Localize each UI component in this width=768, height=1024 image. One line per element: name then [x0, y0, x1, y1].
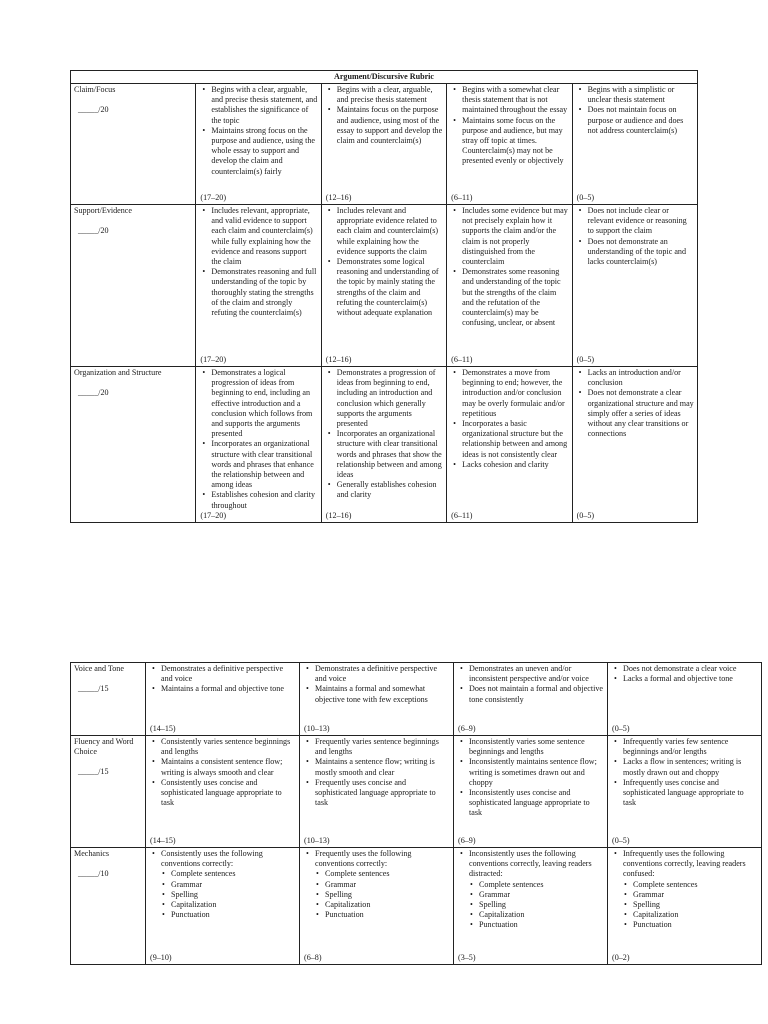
- criteria-item: [161, 778, 296, 809]
- criteria-list: [149, 849, 296, 920]
- score-range: (6–9): [458, 835, 476, 845]
- criteria-text: Does not include clear or relevant evidence or reasoning to support the claim: [587, 206, 687, 236]
- criteria-item: [161, 757, 296, 777]
- criteria-cell: [608, 848, 762, 965]
- criteria-item: [337, 429, 443, 480]
- criteria-text: Lacks cohesion and clarity: [462, 459, 549, 469]
- category-label: Support/Evidence: [74, 206, 132, 215]
- criteria-text: Begins with a clear, arguable, and precise thesis statement: [336, 85, 433, 105]
- criteria-item: [337, 368, 443, 429]
- criteria-text: Includes relevant, appropriate, and valid evidence to support each claim and counterclaim(s) while fully explaining how the evidence and reasons support the claim: [211, 206, 313, 267]
- criteria-text: Maintains a formal and somewhat objective tone with few exceptions: [315, 684, 428, 704]
- convention-item: • Grammar: [171, 880, 296, 890]
- criteria-item: [211, 85, 317, 126]
- criteria-text: Consistently varies sentence beginnings and lengths: [161, 737, 291, 757]
- criteria-item: [623, 737, 758, 757]
- criteria-text: Lacks a flow in sentences; writing is mostly drawn out and choppy: [623, 757, 742, 777]
- criteria-text: Maintains some focus on the purpose and audience, but may stray off topic at times. Counterclaim(s) may not be presented evenly or objectively: [462, 115, 564, 166]
- score-range: (6–11): [451, 510, 473, 520]
- score-range: (12–16): [325, 510, 352, 520]
- criteria-text: Demonstrates a logical progression of ideas from beginning to end, including an effective introduction and a conclusion which follows from and supports the arguments presented: [211, 368, 313, 439]
- criteria-text: Begins with a simplistic or unclear thesis statement: [587, 85, 675, 105]
- convention-item: • Capitalization: [325, 900, 450, 910]
- score-range: (6–11): [451, 354, 473, 364]
- score-range: (12–16): [325, 192, 352, 202]
- criteria-text: Generally establishes cohesion and clarity: [336, 480, 437, 500]
- convention-item: • Complete sentences: [325, 869, 450, 879]
- convention-item: • Spelling: [479, 900, 604, 910]
- criteria-text: Frequently uses the following conventions correctly:: [315, 849, 412, 869]
- convention-item: • Capitalization: [171, 900, 296, 910]
- score-range: (0–5): [612, 723, 630, 733]
- criteria-list: [450, 85, 568, 167]
- criteria-cell: [300, 663, 454, 736]
- criteria-text: Frequently uses concise and sophisticated language appropriate to task: [315, 777, 436, 808]
- criteria-cell: [454, 663, 608, 736]
- criteria-text: Does not demonstrate a clear voice: [623, 664, 737, 673]
- score-range: (3–5): [458, 952, 476, 962]
- criteria-item: [211, 206, 317, 267]
- score-range: (17–20): [200, 192, 227, 202]
- criteria-text: Lacks an introduction and/or conclusion: [587, 368, 681, 388]
- criteria-text: Incorporates an organizational structure with clear transitional words and phrases that show the relationship between and among ideas: [336, 429, 442, 480]
- criteria-item: [588, 388, 694, 439]
- criteria-item: [588, 368, 694, 388]
- score-range: (14–15): [150, 723, 176, 733]
- criteria-text: Maintains focus on the purpose and audience, using most of the essay to support and develop the claim and counterclaim(s): [336, 105, 443, 146]
- criteria-list: [576, 206, 694, 267]
- criteria-item: [211, 439, 317, 490]
- criteria-cell: [321, 205, 446, 367]
- criteria-text: Does not maintain a formal and objective tone consistently: [469, 684, 603, 704]
- category-label: Fluency and Word Choice: [74, 737, 134, 757]
- criteria-text: Includes relevant and appropriate evidence related to each claim and counterclaim(s) while explaining how the evidence supports the claim: [336, 206, 439, 256]
- criteria-cell: [146, 848, 300, 965]
- criteria-item: [462, 85, 568, 116]
- criteria-item: [315, 757, 450, 777]
- score-range: (9–10): [150, 952, 172, 962]
- criteria-text: Demonstrates a definitive perspective and voice: [315, 664, 438, 684]
- criteria-item: [161, 737, 296, 757]
- score-range: (6–8): [304, 952, 322, 962]
- criteria-text: Begins with a clear, arguable, and precise thesis statement, and establishes the significance of the topic: [211, 85, 318, 125]
- criteria-text: Maintains a sentence flow; writing is mostly smooth and clear: [315, 757, 435, 777]
- score-range: (10–13): [304, 835, 330, 845]
- criteria-item: [462, 460, 568, 470]
- score-range: (17–20): [200, 510, 227, 520]
- criteria-item: [161, 684, 296, 694]
- score-range: (12–16): [325, 354, 352, 364]
- score-range: (0–2): [612, 952, 630, 962]
- rubric-rows-bottom: [71, 663, 762, 965]
- criteria-item: [462, 206, 568, 267]
- criteria-item: [588, 206, 694, 237]
- criteria-item: [337, 105, 443, 146]
- conventions-list: [469, 880, 604, 931]
- rubric-title-row: [71, 71, 698, 84]
- score-range: (6–11): [451, 192, 473, 202]
- criteria-cell: [300, 736, 454, 848]
- criteria-text: Demonstrates a definitive perspective and voice: [161, 664, 284, 684]
- criteria-item: [623, 757, 758, 777]
- criteria-list: [303, 664, 450, 705]
- criteria-text: Demonstrates a progression of ideas from beginning to end, including an introduction and conclusion which generally supports the arguments presented: [336, 368, 436, 429]
- convention-item: • Capitalization: [479, 910, 604, 920]
- criteria-list: [199, 85, 317, 177]
- criteria-item: [315, 684, 450, 704]
- convention-item: • Punctuation: [325, 910, 450, 920]
- criteria-text: Demonstrates some reasoning and understanding of the topic but the strengths of the claim and the refutation of the counterclaim(s) may be confusing, unclear, or absent: [462, 267, 561, 328]
- criteria-item: [469, 757, 604, 788]
- score-range: (0–5): [612, 835, 630, 845]
- criteria-text: Lacks a formal and objective tone: [623, 674, 733, 684]
- criteria-item: [211, 126, 317, 177]
- convention-item: • Complete sentences: [479, 880, 604, 890]
- criteria-cell: [572, 367, 697, 523]
- category-cell: [71, 663, 146, 736]
- criteria-item: [337, 480, 443, 500]
- criteria-text: Incorporates a basic organizational structure but the relationship between and among ideas is not consistently clear: [462, 419, 568, 459]
- criteria-item: [623, 849, 758, 931]
- criteria-text: Demonstrates an uneven and/or inconsistent perspective and/or voice: [469, 664, 589, 684]
- criteria-cell: [146, 736, 300, 848]
- criteria-text: Inconsistently uses concise and sophisticated language appropriate to task: [469, 788, 590, 818]
- score-range: (17–20): [200, 354, 227, 364]
- score-blank: _____/10: [78, 869, 109, 879]
- rubric-title: Argument/Discursive Rubric: [71, 71, 698, 84]
- criteria-item: [462, 116, 568, 167]
- category-cell: [71, 84, 196, 205]
- criteria-item: [211, 267, 317, 318]
- criteria-list: [149, 664, 296, 695]
- convention-item: • Punctuation: [633, 920, 758, 930]
- criteria-item: [623, 674, 758, 684]
- criteria-item: [588, 237, 694, 268]
- criteria-list: [457, 737, 604, 819]
- score-range: (14–15): [150, 835, 176, 845]
- score-blank: _____/20: [78, 226, 109, 236]
- criteria-cell: [196, 367, 321, 523]
- conventions-list: [315, 869, 450, 920]
- criteria-text: Does not demonstrate a clear organizational structure and may simply offer a series of ideas without any clear transitions or connections: [587, 388, 694, 439]
- criteria-text: Maintains strong focus on the purpose and audience, using the whole essay to support and develop the claim and counterclaim(s) fairly: [211, 125, 316, 176]
- criteria-text: Begins with a somewhat clear thesis statement that is not maintained throughout the essay: [462, 85, 568, 115]
- convention-item: • Grammar: [325, 880, 450, 890]
- criteria-item: [469, 684, 604, 704]
- criteria-item: [337, 206, 443, 257]
- criteria-text: Incorporates an organizational structure with clear transitional words and phrases that enhance the relationship between and among ideas: [211, 439, 314, 490]
- category-label: Mechanics: [74, 849, 110, 858]
- category-label: Claim/Focus: [74, 85, 116, 94]
- criteria-item: [315, 664, 450, 684]
- criteria-cell: [300, 848, 454, 965]
- rubric-row: [71, 848, 762, 965]
- criteria-cell: [321, 367, 446, 523]
- category-cell: [71, 736, 146, 848]
- criteria-cell: [447, 367, 572, 523]
- rubric-row: [71, 663, 762, 736]
- convention-item: • Capitalization: [633, 910, 758, 920]
- criteria-list: [611, 737, 758, 808]
- criteria-list: [325, 85, 443, 146]
- criteria-item: [337, 257, 443, 318]
- criteria-item: [469, 664, 604, 684]
- category-label: Voice and Tone: [74, 664, 124, 673]
- score-range: (0–5): [576, 192, 595, 202]
- category-cell: [71, 367, 196, 523]
- criteria-list: [611, 849, 758, 931]
- criteria-cell: [572, 84, 697, 205]
- criteria-cell: [196, 84, 321, 205]
- convention-item: • Spelling: [325, 890, 450, 900]
- criteria-list: [457, 664, 604, 705]
- criteria-item: [623, 778, 758, 809]
- criteria-cell: [454, 736, 608, 848]
- criteria-text: Frequently varies sentence beginnings and lengths: [315, 737, 439, 757]
- criteria-item: [462, 368, 568, 419]
- rubric-table-top: [70, 70, 698, 523]
- rubric-row: [71, 367, 698, 523]
- criteria-text: Maintains a formal and objective tone: [161, 684, 284, 694]
- criteria-cell: [146, 663, 300, 736]
- criteria-cell: [608, 663, 762, 736]
- rubric-row: [71, 205, 698, 367]
- criteria-item: [588, 85, 694, 105]
- criteria-list: [450, 368, 568, 470]
- score-blank: _____/15: [78, 767, 109, 777]
- criteria-text: Inconsistently maintains sentence flow; writing is sometimes drawn out and choppy: [469, 757, 597, 787]
- convention-item: • Spelling: [171, 890, 296, 900]
- criteria-list: [457, 849, 604, 931]
- conventions-list: [161, 869, 296, 920]
- criteria-text: Includes some evidence but may not precisely explain how it supports the claim and/or the claim is not properly distinguished from the counterclaim: [462, 206, 568, 267]
- convention-item: • Grammar: [479, 890, 604, 900]
- criteria-list: [325, 206, 443, 318]
- criteria-list: [199, 206, 317, 318]
- criteria-list: [576, 368, 694, 439]
- criteria-text: Does not maintain focus on purpose or audience and does not address counterclaim(s): [587, 105, 684, 135]
- score-range: (0–5): [576, 354, 595, 364]
- category-cell: [71, 205, 196, 367]
- convention-item: • Complete sentences: [171, 869, 296, 879]
- criteria-list: [576, 85, 694, 136]
- criteria-list: [325, 368, 443, 501]
- criteria-item: [211, 490, 317, 510]
- criteria-cell: [608, 736, 762, 848]
- score-blank: _____/20: [78, 105, 109, 115]
- criteria-item: [462, 419, 568, 460]
- criteria-item: [588, 105, 694, 136]
- rubric-row: [71, 84, 698, 205]
- criteria-item: [337, 85, 443, 105]
- convention-item: • Punctuation: [479, 920, 604, 930]
- convention-item: • Complete sentences: [633, 880, 758, 890]
- criteria-item: [469, 788, 604, 819]
- criteria-text: Maintains a consistent sentence flow; writing is always smooth and clear: [161, 757, 283, 777]
- criteria-text: Does not demonstrate an understanding of the topic and lacks counterclaim(s): [587, 236, 687, 267]
- criteria-text: Consistently uses the following conventions correctly:: [161, 849, 263, 869]
- criteria-list: [450, 206, 568, 328]
- criteria-text: Infrequently uses concise and sophisticated language appropriate to task: [623, 777, 744, 808]
- criteria-cell: [447, 205, 572, 367]
- criteria-text: Demonstrates some logical reasoning and understanding of the topic by mainly stating the strengths of the claim and refuting the counterclaim(s) without adequate explanation: [336, 257, 439, 318]
- criteria-list: [149, 737, 296, 808]
- criteria-list: [199, 368, 317, 511]
- score-range: (6–9): [458, 723, 476, 733]
- criteria-text: Infrequently varies few sentence beginnings and/or lengths: [623, 737, 729, 757]
- criteria-text: Inconsistently varies some sentence beginnings and lengths: [469, 737, 585, 757]
- score-range: (10–13): [304, 723, 330, 733]
- criteria-text: Demonstrates reasoning and full understanding of the topic by thoroughly stating the strengths of the claim and strongly refuting the counterclaim(s): [211, 267, 317, 318]
- criteria-cell: [321, 84, 446, 205]
- conventions-list: [623, 880, 758, 931]
- convention-item: • Grammar: [633, 890, 758, 900]
- convention-item: • Spelling: [633, 900, 758, 910]
- criteria-cell: [447, 84, 572, 205]
- score-blank: _____/15: [78, 684, 109, 694]
- category-label: Organization and Structure: [74, 368, 162, 377]
- rubric-table-bottom: [70, 662, 762, 965]
- criteria-list: [611, 664, 758, 684]
- criteria-text: Demonstrates a move from beginning to end; however, the introduction and/or conclusion may be overly formulaic and/or repetitious: [462, 368, 565, 418]
- score-range: (0–5): [576, 510, 595, 520]
- criteria-item: [315, 849, 450, 920]
- criteria-list: [303, 849, 450, 920]
- criteria-text: Infrequently uses the following conventions correctly, leaving readers confused:: [623, 849, 746, 879]
- criteria-list: [303, 737, 450, 808]
- criteria-item: [315, 778, 450, 809]
- score-blank: _____/20: [78, 388, 109, 398]
- criteria-item: [469, 849, 604, 931]
- criteria-item: [161, 849, 296, 920]
- criteria-item: [469, 737, 604, 757]
- category-cell: [71, 848, 146, 965]
- criteria-cell: [196, 205, 321, 367]
- criteria-item: [161, 664, 296, 684]
- criteria-text: Consistently uses concise and sophisticated language appropriate to task: [161, 777, 282, 808]
- criteria-cell: [454, 848, 608, 965]
- criteria-item: [623, 664, 758, 674]
- rubric-row: [71, 736, 762, 848]
- criteria-text: Establishes cohesion and clarity throughout: [211, 490, 316, 510]
- criteria-item: [462, 267, 568, 328]
- criteria-item: [315, 737, 450, 757]
- criteria-cell: [572, 205, 697, 367]
- criteria-item: [211, 368, 317, 439]
- criteria-text: Inconsistently uses the following conventions correctly, leaving readers distracted:: [469, 849, 592, 879]
- convention-item: • Punctuation: [171, 910, 296, 920]
